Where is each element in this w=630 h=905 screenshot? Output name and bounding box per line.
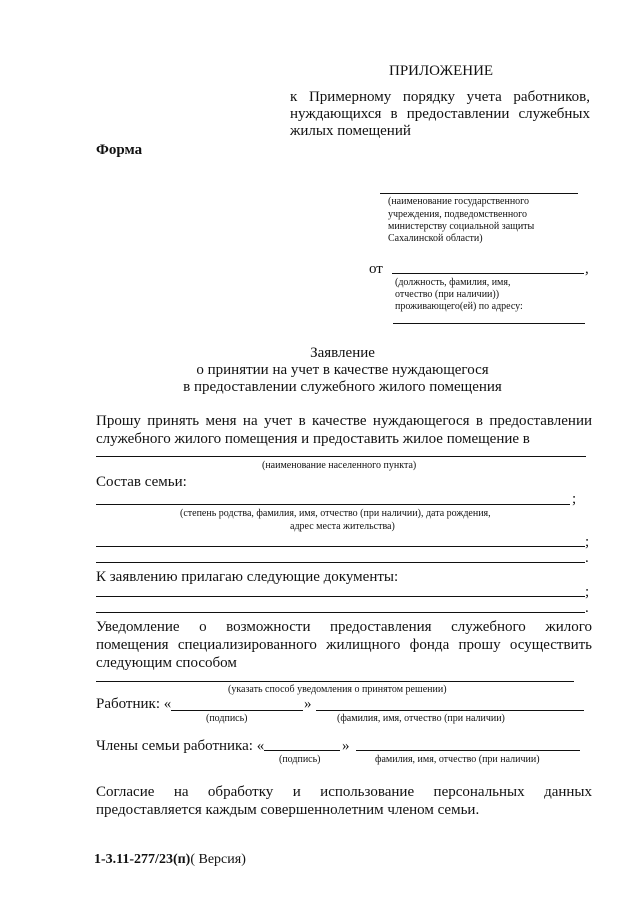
from-caption-1: (должность, фамилия, имя, [395,277,511,288]
documents-semicolon: ; [585,584,590,600]
consent-line-1: Согласие на обработку и использование персональных данных [96,784,592,800]
from-line [392,273,584,274]
worker-quote-close: » [304,696,312,712]
family-caption-2: адрес места жительства) [290,521,395,532]
appendix-title: ПРИЛОЖЕНИЕ [389,63,494,79]
family-caption-1: (степень родства, фамилия, имя, отчество (при наличии), дата рождения, [180,508,491,519]
family-signature-caption: (подпись) [279,754,321,765]
from-caption-2: отчество (при наличии)) [395,289,500,300]
family-semicolon-2: ; [585,534,590,550]
family-label: Состав семьи: [96,474,187,490]
consent-line-2: предоставляется каждым совершеннолетним членом семьи. [96,802,480,818]
organization-caption-3: министерству социальной защиты [388,221,535,232]
request-line-1: Прошу принять меня на учет в качестве нуждающегося в предоставлении [96,413,592,429]
form-label: Форма [96,142,143,158]
worker-signature-caption: (подпись) [206,713,248,724]
appendix-line-2: нуждающихся в предоставлении служебных [290,106,590,122]
notify-line-2: помещения специализированного жилищного фонда прошу осуществить [96,637,592,653]
document-code [94,851,246,869]
document-code-number: 1-3.11-277/23(п) [94,852,191,867]
worker-signature-line [171,710,303,711]
notify-method-line [96,681,574,682]
family-members-label: Члены семьи работника: « [96,738,265,754]
from-label: от [369,261,383,277]
from-caption-3: проживающего(ей) по адресу: [395,301,523,312]
address-line [393,323,585,324]
document-subtitle-2: в предоставлении служебного жилого помещения [183,379,502,395]
organization-caption-2: учреждения, подведомственного [388,209,528,220]
from-comma: , [585,261,589,277]
family-quote-close: » [342,738,350,754]
appendix-line-1: к Примерному порядку учета работников, [290,89,590,105]
settlement-line [96,456,586,457]
documents-label: К заявлению прилагаю следующие документы: [96,569,399,585]
document-version: ( Версия) [190,852,246,867]
family-fio-caption: фамилия, имя, отчество (при наличии) [375,754,540,765]
organization-line [380,193,578,194]
settlement-caption: (наименование населенного пункта) [262,460,417,471]
appendix-line-3: жилых помещений [290,123,411,139]
family-fio-line [356,750,580,751]
worker-label: Работник: « [96,696,172,712]
worker-fio-caption: (фамилия, имя, отчество (при наличии) [337,713,505,724]
organization-caption-1: (наименование государственного [388,196,530,207]
organization-caption-4: Сахалинской области) [388,233,483,244]
family-line-1 [96,504,570,505]
document-title: Заявление [310,345,375,361]
documents-line-2 [96,612,585,613]
request-line-2: служебного жилого помещения и предоставить жилое помещение в [96,431,530,447]
notify-caption: (указать способ уведомления о принятом решении) [228,684,447,695]
documents-line-1 [96,596,585,597]
family-semicolon-1: ; [572,491,577,507]
documents-period: . [585,600,589,616]
document-subtitle-1: о принятии на учет в качестве нуждающегося [196,362,489,378]
family-line-3 [96,562,585,563]
family-period: . [585,550,589,566]
worker-fio-line [316,710,584,711]
notify-line-3: следующим способом [96,655,237,671]
family-line-2 [96,546,585,547]
family-signature-line [264,750,340,751]
notify-line-1: Уведомление о возможности предоставления служебного жилого [96,619,592,635]
